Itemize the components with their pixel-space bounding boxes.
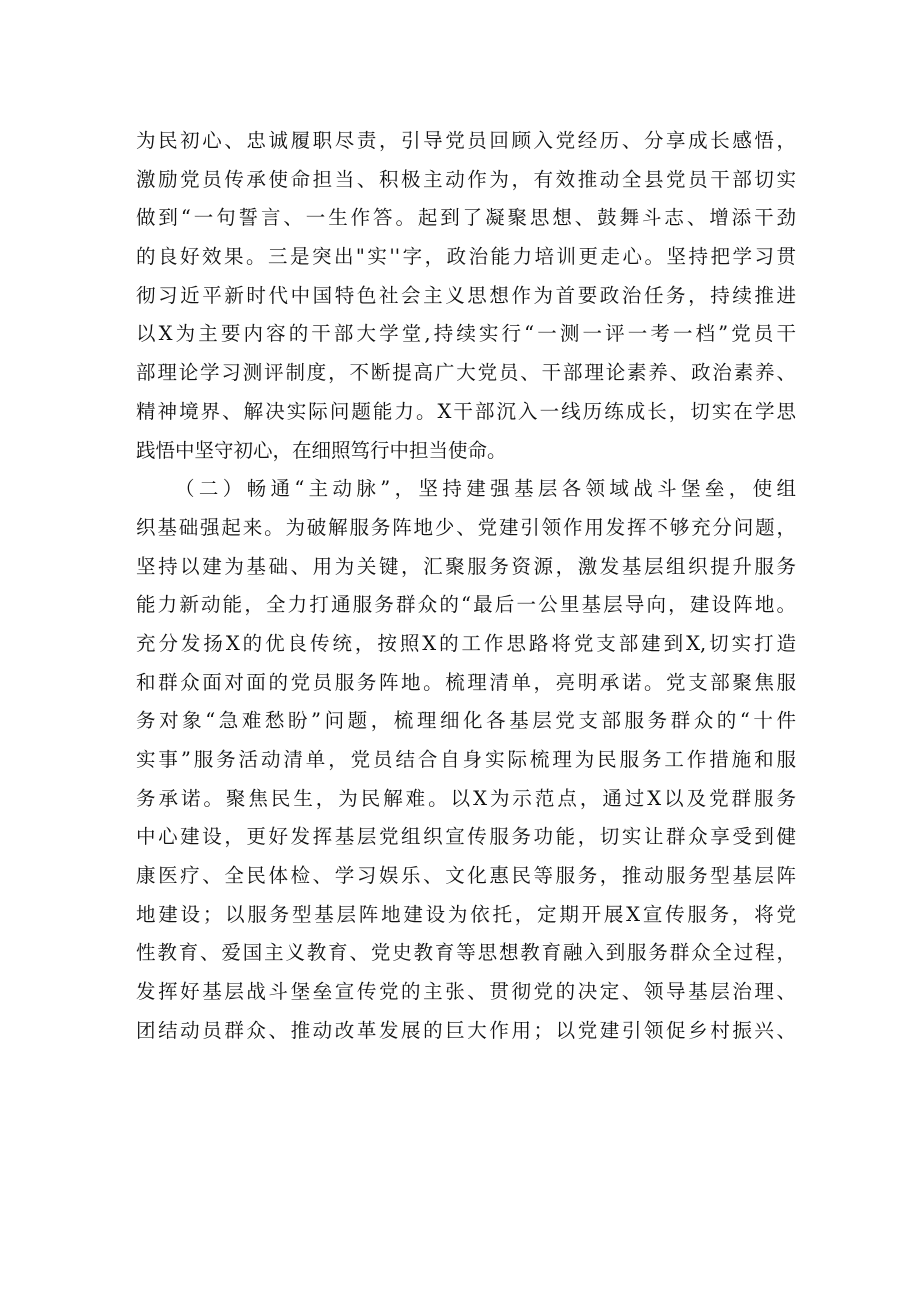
- text-line: 激励党员传承使命担当、积极主动作为，有效推动全县党员干部切实: [136, 167, 796, 191]
- text-line: 性教育、爱国主义教育、党史教育等思想教育融入到服务群众全过程，: [136, 941, 796, 965]
- text-line: 的良好效果。三是突出"实''字，政治能力培训更走心。坚持把学习贯: [136, 245, 796, 269]
- text-line: 部理论学习测评制度，不断提高广大党员、干部理论素养、政治素养、: [136, 361, 796, 385]
- text-line: 康医疗、全民体检、学习娱乐、文化惠民等服务，推动服务型基层阵: [136, 864, 796, 888]
- text-line: 彻习近平新时代中国特色社会主义思想作为首要政治任务，持续推进: [136, 283, 796, 307]
- text-line: 团结动员群众、推动改革发展的巨大作用；以党建引领促乡村振兴、: [136, 1018, 796, 1042]
- paragraph-2: [136, 470, 796, 1050]
- text-line: 为民初心、忠诚履职尽责，引导党员回顾入党经历、分享成长感悟，: [136, 129, 796, 152]
- text-line: 能力新动能，全力打通服务群众的“最后一公里基层导向，建设阵地。: [136, 593, 796, 617]
- text-line: 做到“一句誓言、一生作答。起到了凝聚思想、鼓舞斗志、增添干劲: [136, 206, 796, 230]
- text-line: 精神境界、解决实际问题能力。X干部沉入一线历练成长，切实在学思: [136, 399, 796, 423]
- text-line: 和群众面对面的党员服务阵地。梳理清单，亮明承诺。党支部聚焦服: [136, 670, 796, 694]
- text-line: 实事”服务活动清单，党员结合自身实际梳理为民服务工作措施和服: [136, 748, 796, 771]
- text-line: 务承诺。聚焦民生，为民解难。以X为示范点，通过X以及党群服务: [136, 786, 796, 810]
- text-line: 坚持以建为基础、用为关键，汇聚服务资源，激发基层组织提升服务: [136, 554, 796, 578]
- text-line: 织基础强起来。为破解服务阵地少、党建引领作用发挥不够充分问题，: [136, 515, 796, 539]
- document-body: [136, 122, 796, 1051]
- text-line: 以X为主要内容的干部大学堂,持续实行“一测一评一考一档”党员干: [136, 322, 796, 346]
- text-line: 践悟中坚守初心，在细照笃行中担当使命。: [136, 438, 507, 462]
- text-line: 充分发扬X的优良传统，按照X的工作思路将党支部建到X,切实打造: [136, 631, 796, 655]
- paragraph-1: [136, 122, 796, 470]
- section-heading-line: （二）畅通“主动脉”，坚持建强基层各领域战斗堡垒，使组: [175, 477, 796, 501]
- text-line: 中心建设，更好发挥基层党组织宣传服务功能，切实让群众享受到健: [136, 825, 796, 849]
- text-line: 地建设；以服务型基层阵地建设为依托，定期开展X宣传服务，将党: [136, 902, 796, 926]
- text-line: 务对象“急难愁盼”问题，梳理细化各基层党支部服务群众的“十件: [136, 709, 796, 733]
- text-line: 发挥好基层战斗堡垒宣传党的主张、贯彻党的决定、领导基层治理、: [136, 980, 796, 1004]
